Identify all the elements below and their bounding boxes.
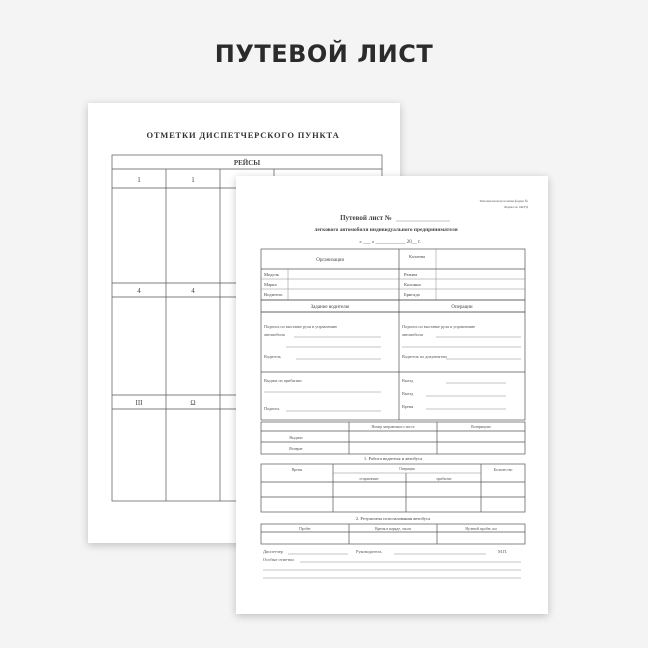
section-c-line: Подпись (264, 406, 280, 411)
section-d-line: Выезд (402, 378, 414, 383)
back-sheet-title: ОТМЕТКИ ДИСПЕТЧЕРСКОГО ПУНКТА (146, 130, 340, 140)
task-header: Задание водителю (310, 305, 350, 310)
back-row-mark: Ω (190, 399, 196, 407)
work-header: Операции (451, 305, 473, 310)
back-row-mark: 4 (137, 287, 141, 295)
back-table-header: РЕЙСЫ (233, 159, 261, 167)
back-col-number: 1 (191, 176, 195, 184)
section-c-line: Выдача по прибытии (264, 378, 302, 383)
result-col: Нулевой пробег, км (465, 527, 497, 531)
back-col-number: 1 (137, 176, 141, 184)
page-title: ПУТЕВОЙ ЛИСТ (214, 40, 434, 68)
form-title: Путевой лист № (340, 214, 392, 222)
result-title: 2. Результаты использования автобуса (355, 516, 431, 521)
section-a-line: Подпись по выставке руля и управлению (264, 324, 338, 329)
date-line: « ___ » ____________ 20__ г. (359, 240, 421, 245)
section-b-line: Подпись по выставке руля и управлению (402, 324, 476, 329)
fuel-row: Возврат (289, 446, 303, 451)
back-row-mark: 4 (191, 287, 195, 295)
result-col: Пробег (299, 527, 311, 531)
section-d-line: Выезд (402, 391, 414, 396)
corner-note: Форма по ОКУД (504, 205, 528, 209)
section-a2: Водитель (264, 354, 281, 359)
work-title: 1. Работа водителя и автобуса (363, 456, 423, 461)
work-col: Операция (399, 467, 415, 471)
code-label: Колонна (409, 254, 425, 259)
front-sheet (236, 176, 548, 614)
fuel-header: Номер заправочного листа (371, 425, 415, 429)
section-a-line: автомобиля (264, 332, 285, 337)
section-b2: Водитель по документам (402, 354, 447, 359)
sign-notes: Особые отметки (263, 557, 294, 562)
work-subcol: прибытие (436, 477, 452, 481)
work-subcol: отправление (359, 477, 379, 481)
sign-dispatcher: Диспетчер (263, 549, 283, 554)
left-row-label: Водитель (264, 292, 283, 297)
work-col: Время (291, 468, 303, 472)
right-row-label: Колонна (404, 282, 421, 287)
org-label: Организация (316, 258, 344, 263)
back-row-mark: III (135, 399, 143, 407)
corner-note: Типовая межотраслевая форма № (479, 199, 528, 203)
section-b-line: автомобиля (402, 332, 423, 337)
right-row-label: Бригада (404, 292, 420, 297)
left-row-label: Модель (264, 272, 279, 277)
form-subtitle: легкового автомобиля индивидуального предпринимателя (314, 227, 458, 233)
section-d-line: Время (402, 404, 414, 409)
front-sheet-form (236, 176, 548, 614)
result-col: Время в наряде, часов (375, 527, 411, 531)
right-row-label: Режим (404, 272, 418, 277)
left-row-label: Марка (264, 282, 277, 287)
fuel-header: Возвращено (471, 425, 491, 429)
sign-head: Руководитель (356, 549, 382, 554)
fuel-row: Выдано (289, 435, 303, 440)
sign-stamp: М.П. (498, 549, 508, 554)
work-col: Количество (493, 468, 513, 472)
